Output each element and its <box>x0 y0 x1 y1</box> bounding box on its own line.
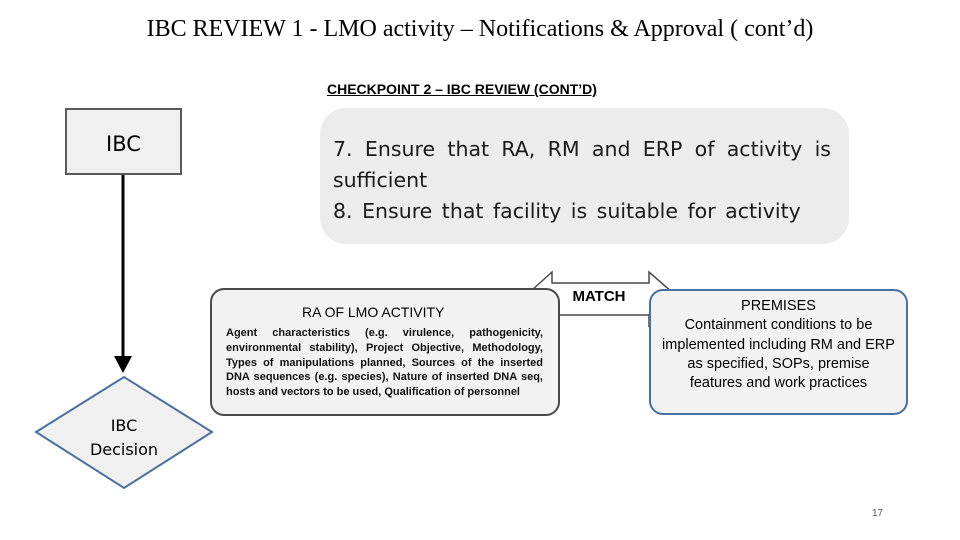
ibc-label: IBC <box>106 132 141 156</box>
checkpoint-subtitle: CHECKPOINT 2 – IBC REVIEW (CONT’D) <box>327 81 597 97</box>
ra-lmo-activity-box <box>210 288 560 416</box>
checkpoint-item-7: 7. Ensure that RA, RM and ERP of activity is sufficient <box>333 137 831 192</box>
match-label: MATCH <box>572 288 626 305</box>
slide-title: IBC REVIEW 1 - LMO activity – Notifications & Approval ( cont’d) <box>146 16 814 42</box>
ra-box-title: RA OF LMO ACTIVITY <box>302 304 445 320</box>
premises-box <box>649 289 908 415</box>
flow-arrowhead <box>114 356 132 373</box>
checkpoint-item-8: 8. Ensure that facility is suitable for activity <box>333 199 801 223</box>
ibc-box <box>65 108 182 175</box>
premises-title: PREMISES <box>741 298 816 314</box>
decision-label <box>62 414 186 462</box>
decision-label-line1: IBC <box>110 416 138 435</box>
checkpoint-box <box>320 108 849 244</box>
premises-body: Containment conditions to be implemented including RM and ERP as specified, SOPs, premise features and work practices <box>662 317 895 392</box>
page-number: 17 <box>872 508 884 519</box>
decision-label-line2: Decision <box>89 440 159 459</box>
ra-box-body: Agent characteristics (e.g. virulence, pathogenicity, environmental stability), Project Objective, Methodology, Types of manipulations planned, Sources of the inserted DNA sequences (e.g. species), Nature of inserted DNA seq, hosts and vectors to be used, Qualification of personnel <box>226 327 543 399</box>
